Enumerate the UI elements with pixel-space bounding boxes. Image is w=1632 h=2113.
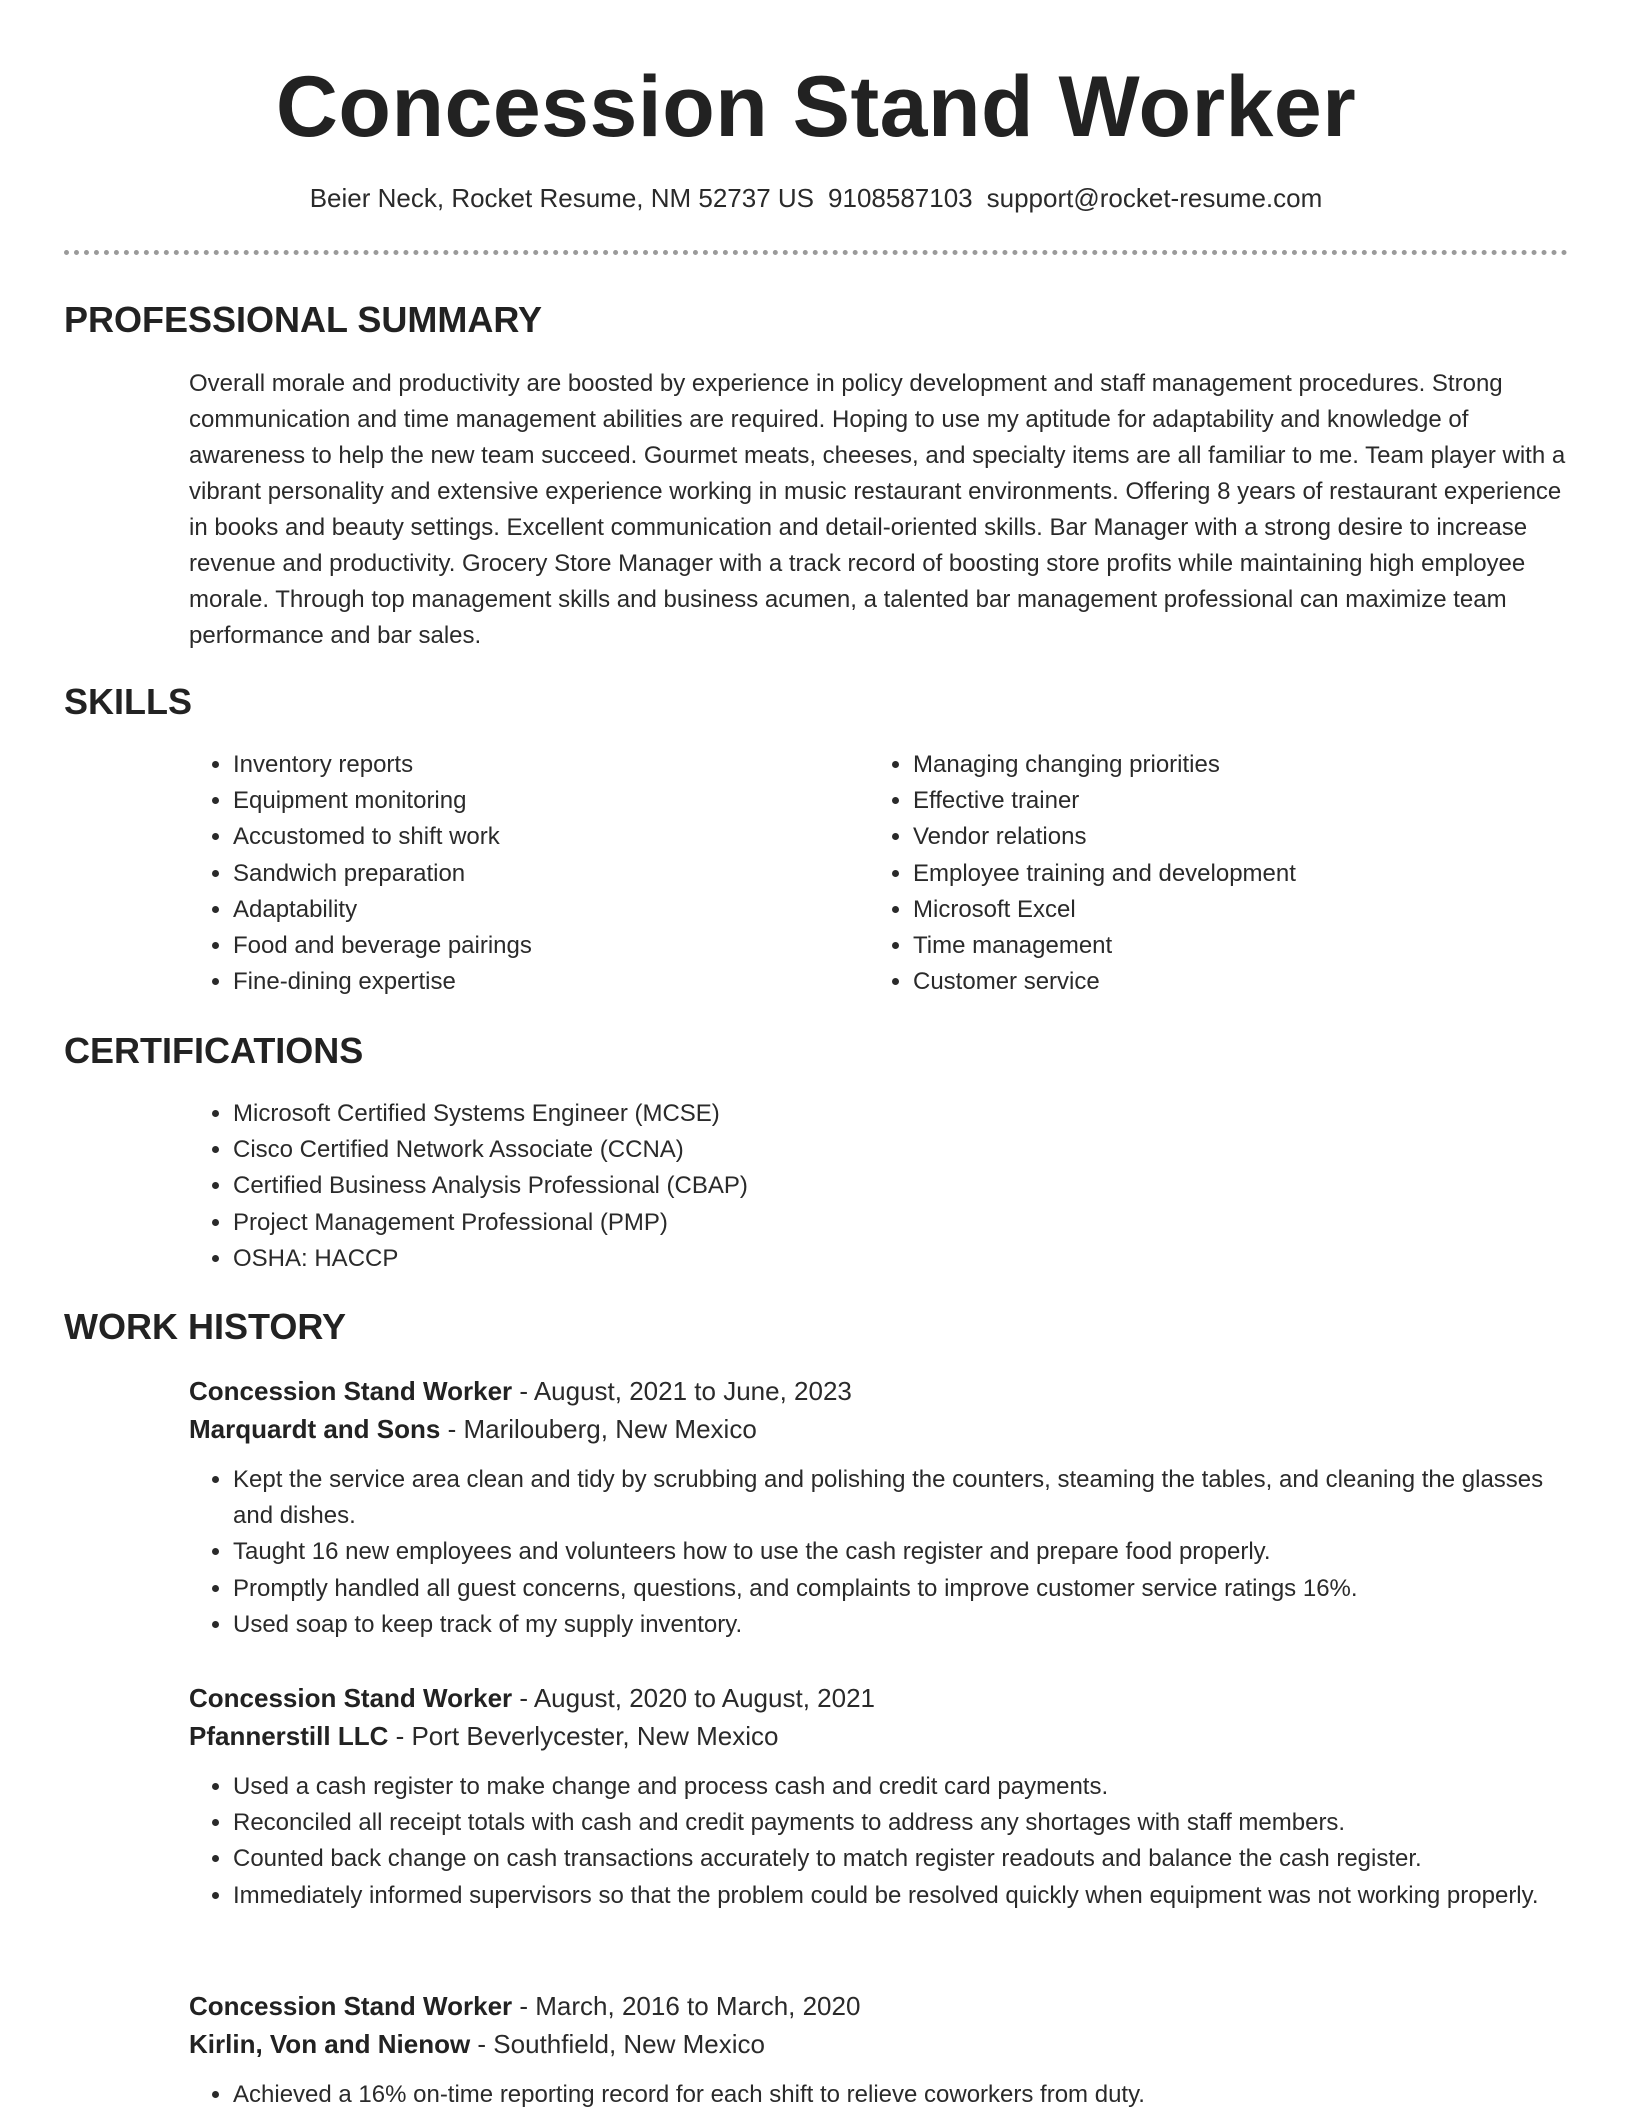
job-bullet: • Achieved a 16% on-time reporting record for each shift to relieve coworkers from duty. (233, 2077, 1569, 2113)
certification-item: • Certified Business Analysis Professional (CBAP) (233, 1168, 748, 1204)
job-bullet: • Taught 16 new employees and volunteers how to use the cash register and prepare food properly. (233, 1534, 1569, 1570)
skill-item: • Adaptability (233, 892, 829, 928)
work-history-heading: WORK HISTORY (64, 1306, 347, 1347)
job-bullet: • Immediately informed supervisors so that the problem could be resolved quickly when equipment was not working properly. (233, 1878, 1569, 1914)
contact-email: support@rocket-resume.com (986, 183, 1323, 213)
skill-item: • Managing changing priorities (913, 747, 1559, 783)
job-role-line (189, 1987, 1569, 2025)
certifications-list (189, 1096, 748, 1277)
skill-item: • Time management (913, 928, 1559, 964)
job-role: Concession Stand Worker (189, 1683, 513, 1713)
summary-heading: PROFESSIONAL SUMMARY (64, 299, 543, 340)
job-role: Concession Stand Worker (189, 1991, 513, 2021)
job-location: - Marilouberg, New Mexico (440, 1414, 757, 1444)
job-company: Kirlin, Von and Nienow (189, 2029, 471, 2059)
certifications-block (189, 1096, 748, 1277)
skill-item: • Food and beverage pairings (233, 928, 829, 964)
contact-info (0, 180, 1632, 216)
job-location: - Southfield, New Mexico (470, 2029, 765, 2059)
job-bullets (189, 1769, 1569, 1914)
skill-item: • Effective trainer (913, 783, 1559, 819)
job-bullet: • Promptly handled all guest concerns, questions, and complaints to improve customer service ratings 16%. (233, 1571, 1569, 1607)
skills-column-right (869, 747, 1559, 1000)
skill-item: • Accustomed to shift work (233, 819, 829, 855)
job-role-line (189, 1372, 1569, 1410)
job-entry (189, 1372, 1569, 1643)
job-dates: - August, 2021 to June, 2023 (512, 1376, 852, 1406)
skills-list-right (869, 747, 1559, 1000)
job-company: Marquardt and Sons (189, 1414, 441, 1444)
skill-item: • Fine-dining expertise (233, 964, 829, 1000)
certification-item: • Microsoft Certified Systems Engineer (MCSE) (233, 1096, 748, 1132)
job-bullets (189, 2077, 1569, 2113)
contact-phone: 9108587103 (828, 183, 973, 213)
skill-item: • Microsoft Excel (913, 892, 1559, 928)
job-dates: - March, 2016 to March, 2020 (512, 1991, 861, 2021)
certifications-heading: CERTIFICATIONS (64, 1030, 364, 1071)
job-entry (189, 1679, 1569, 1914)
header-divider (64, 250, 1568, 255)
skill-item: • Customer service (913, 964, 1559, 1000)
skill-item: • Vendor relations (913, 819, 1559, 855)
skills-column-left (189, 747, 829, 1000)
skill-item: • Equipment monitoring (233, 783, 829, 819)
job-role: Concession Stand Worker (189, 1376, 513, 1406)
job-company: Pfannerstill LLC (189, 1721, 389, 1751)
job-company-line (189, 2025, 1569, 2063)
certification-item: • OSHA: HACCP (233, 1241, 748, 1277)
job-bullet: • Kept the service area clean and tidy by scrubbing and polishing the counters, steaming the tables, and cleaning the glasses and dishes. (233, 1462, 1569, 1534)
job-company-line (189, 1717, 1569, 1755)
job-bullet: • Counted back change on cash transactions accurately to match register readouts and balance the cash register. (233, 1841, 1569, 1877)
job-bullet: • Used soap to keep track of my supply inventory. (233, 1607, 1569, 1643)
job-location: - Port Beverlycester, New Mexico (388, 1721, 779, 1751)
job-company-line (189, 1410, 1569, 1448)
job-entry (189, 1987, 1569, 2113)
job-bullet: • Reconciled all receipt totals with cash and credit payments to address any shortages with staff members. (233, 1805, 1569, 1841)
certification-item: • Cisco Certified Network Associate (CCNA) (233, 1132, 748, 1168)
job-bullets (189, 1462, 1569, 1643)
skill-item: • Inventory reports (233, 747, 829, 783)
job-role-line (189, 1679, 1569, 1717)
skill-item: • Sandwich preparation (233, 856, 829, 892)
skill-item: • Employee training and development (913, 856, 1559, 892)
job-bullet: • Used a cash register to make change and process cash and credit card payments. (233, 1769, 1569, 1805)
skills-heading: SKILLS (64, 681, 193, 722)
job-dates: - August, 2020 to August, 2021 (512, 1683, 875, 1713)
skills-list-left (189, 747, 829, 1000)
contact-address: Beier Neck, Rocket Resume, NM 52737 US (309, 183, 815, 213)
certification-item: • Project Management Professional (PMP) (233, 1205, 748, 1241)
resume-title: Concession Stand Worker (275, 59, 1357, 155)
summary-text: Overall morale and productivity are boosted by experience in policy development and staff management procedures. Strong communication and time management abilities are required. Hoping to use my aptitude for adaptability and knowledge of awareness to help the new team succeed. Gourmet meats, cheeses, and specialty items are all familiar to me. Team player with a vibrant personality and extensive experience working in music restaurant environments. Offering 8 years of restaurant experience in books and beauty settings. Excellent communication and detail-oriented skills. Bar Manager with a strong desire to increase revenue and productivity. Grocery Store Manager with a track record of boosting store profits while maintaining high employee morale. Through top management skills and business acumen, a talented bar management professional can maximize team performance and bar sales. (189, 370, 1566, 649)
